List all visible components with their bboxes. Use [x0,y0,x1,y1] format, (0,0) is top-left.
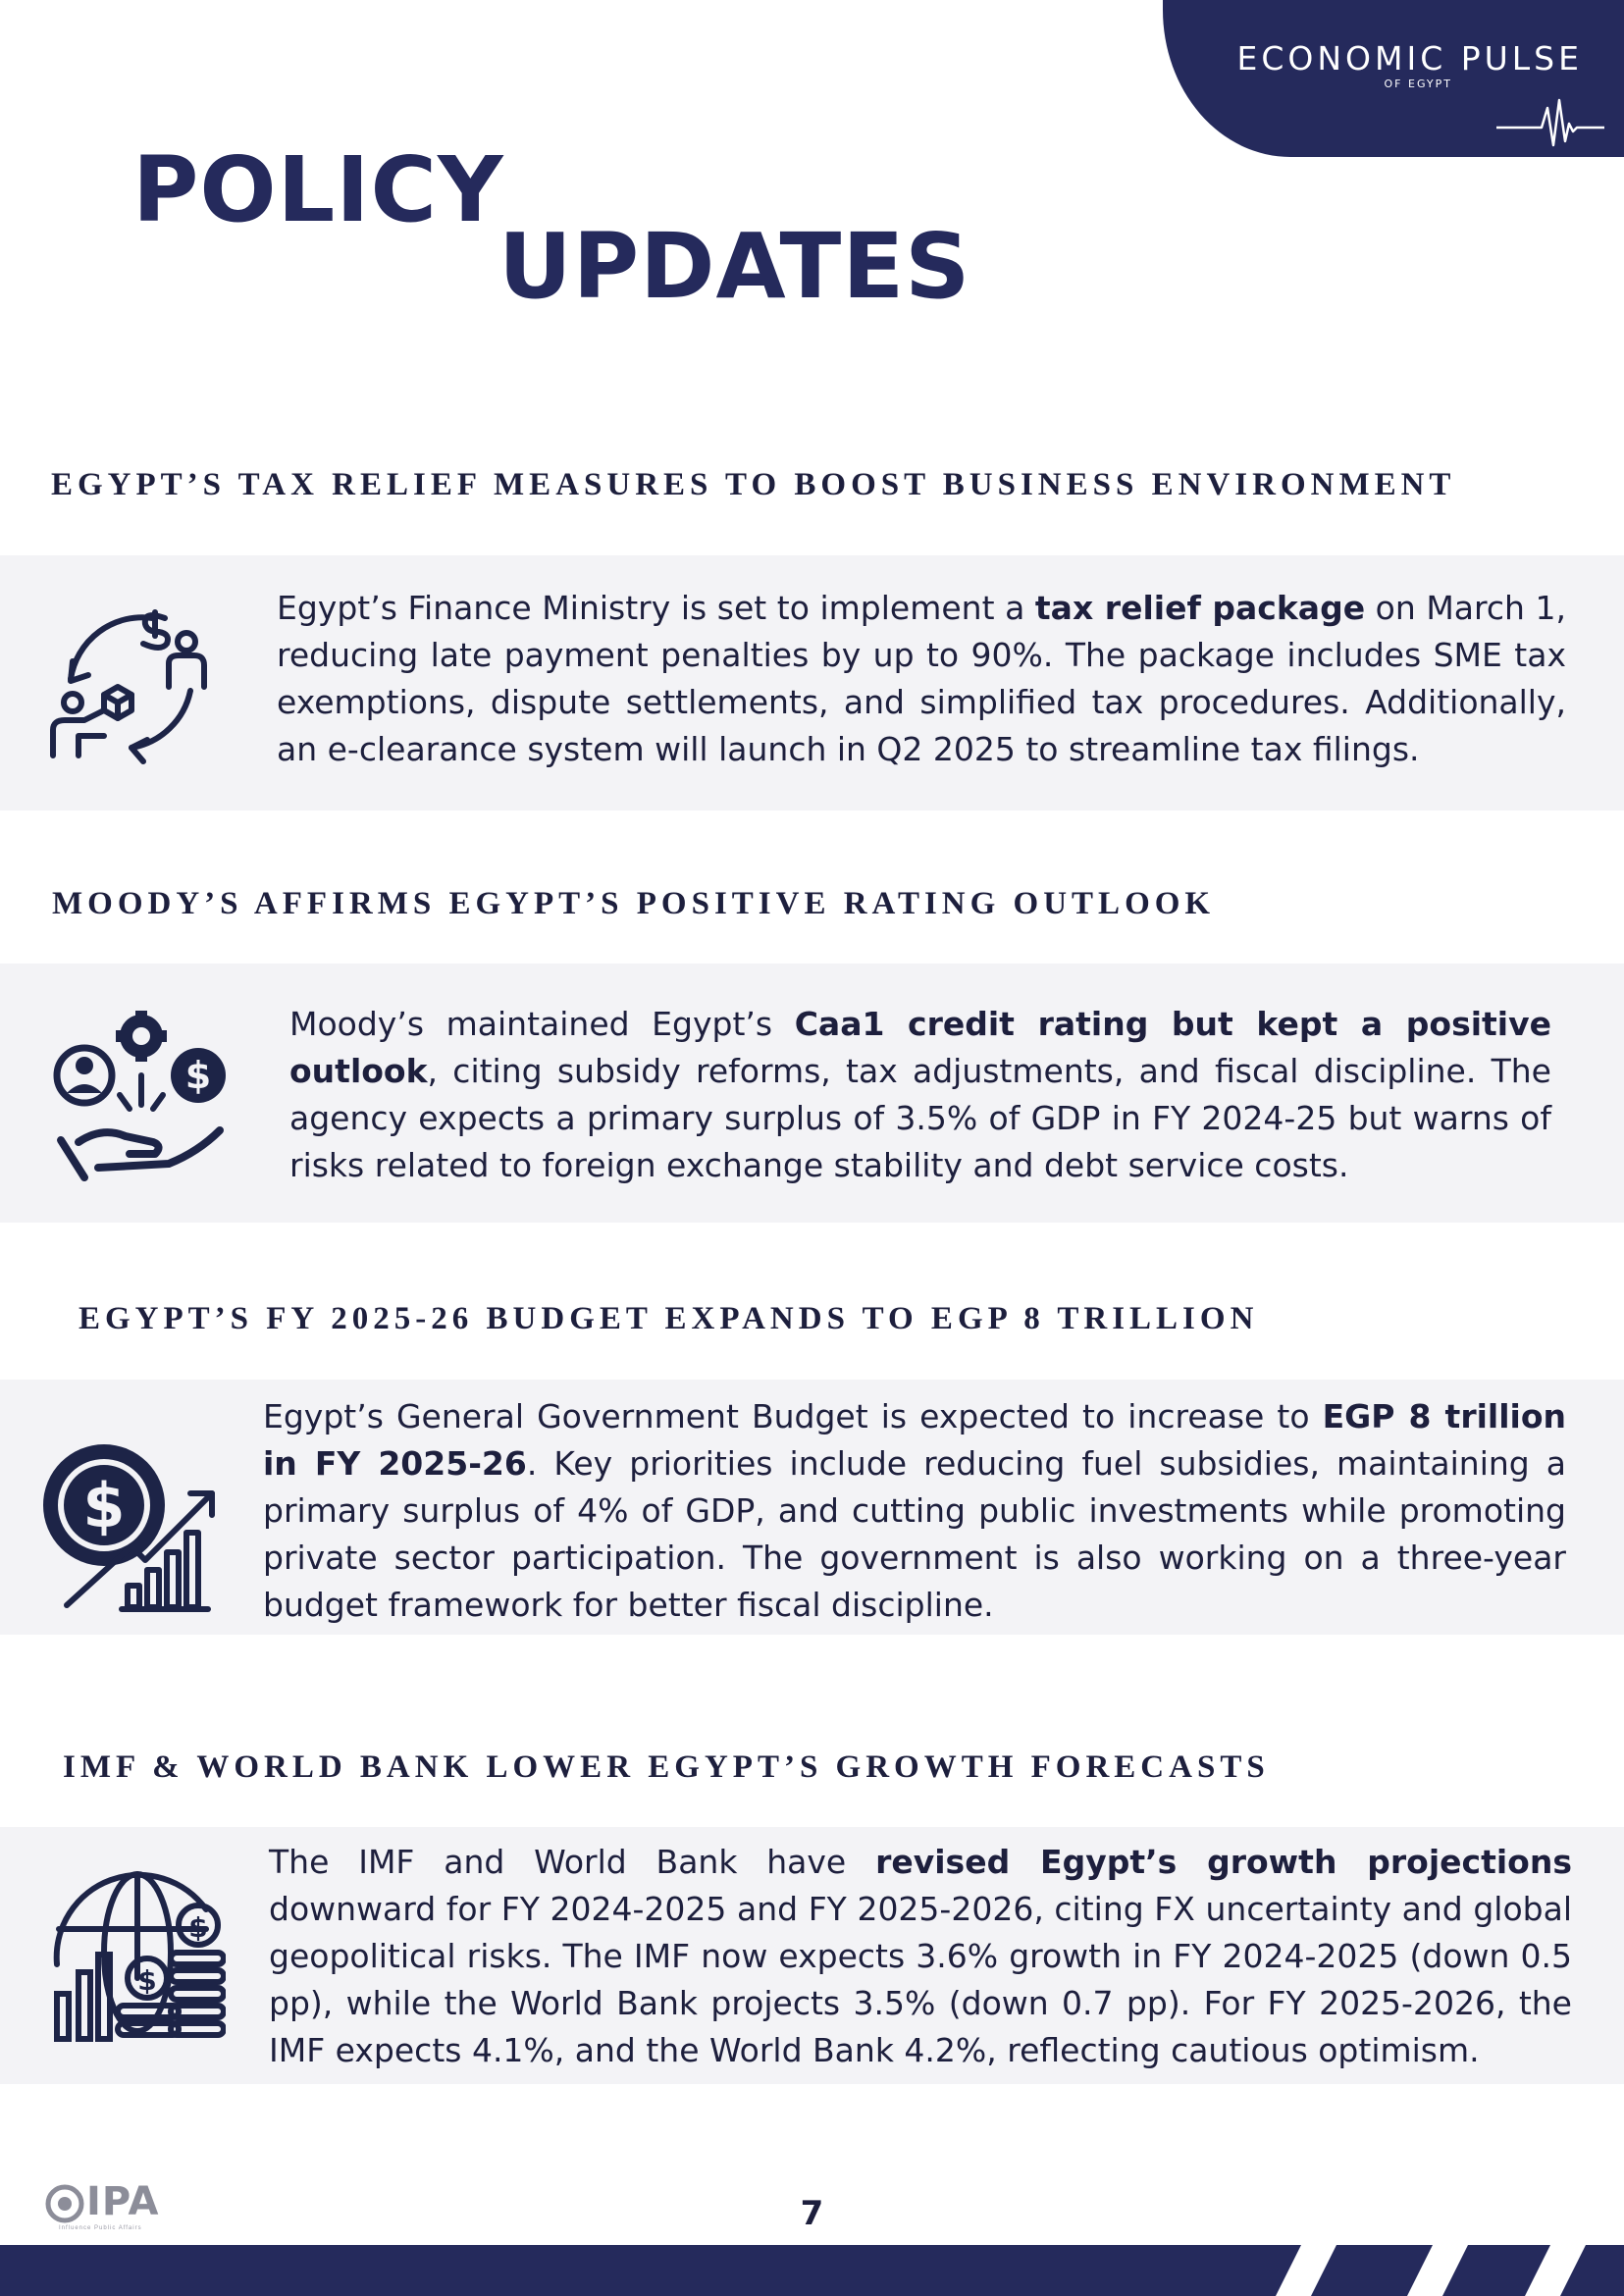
hand-finance-icon [51,1011,234,1183]
page-title-line-2: UPDATES [498,214,971,319]
svg-text:$: $ [137,1964,157,1997]
tax-exchange-icon [43,593,220,769]
ipa-logo-text: IPA [86,2179,160,2224]
footer-stripe-bar [0,2245,1624,2296]
global-finance-icon [49,1870,226,2047]
section-body-imf-world-bank: The IMF and World Bank have revised Egypt’s growth projections downward for FY 2024-2025 and FY 2025-2026, citing FX uncertainty and global geopolitical risks. The IMF now expects 3.6% growth in FY 2024-2025 (down 0.5 pp), while the World Bank projects 3.5% (down 0.7 pp). For FY 2025-2026, the IMF expects 4.1%, and the World Bank 4.2%, reflecting cautious optimism. [269,1843,1572,2069]
section-heading-moodys: MOODY’S AFFIRMS EGYPT’S POSITIVE RATING OUTLOOK [52,886,1216,921]
brand-subtitle: OF EGYPT [1384,78,1452,90]
section-body-tax-relief: Egypt’s Finance Ministry is set to implement a tax relief package on March 1, reducing late payment penalties by up to 90%. The package includes SME tax exemptions, dispute settlements, and simplified tax procedures. Additionally, an e-clearance system will launch in Q2 2025 to streamline tax filings. [277,589,1566,768]
section-body-budget: Egypt’s General Government Budget is expected to increase to EGP 8 trillion in FY 2025-26. Key priorities include reducing fuel subsidies, maintaining a primary surplus of 4% of GDP, and cutting public investments while promoting private sector participation. The government is also working on a three-year budget framework for better fiscal discipline. [263,1397,1567,1624]
svg-text:$: $ [184,1054,212,1097]
svg-text:$: $ [188,1911,208,1944]
budget-growth-icon [37,1438,220,1615]
highlight-imf-world-bank: revised Egypt’s growth projections [875,1843,1572,1881]
highlight-tax-relief: tax relief package [1034,589,1366,627]
highlight-moodys: Caa1 credit rating but kept a positive outlook [289,1005,1551,1090]
section-heading-budget: EGYPT’S FY 2025-26 BUDGET EXPANDS TO EGP 8 TRILLION [79,1301,1259,1336]
svg-text:$: $ [82,1470,126,1541]
section-heading-imf-world-bank: IMF & WORLD BANK LOWER EGYPT’S GROWTH FORECASTS [63,1749,1270,1785]
section-heading-tax-relief: EGYPT’S TAX RELIEF MEASURES TO BOOST BUSINESS ENVIRONMENT [51,467,1456,502]
page-title-line-1: POLICY [132,137,504,242]
page-number: 7 [800,2194,824,2233]
heartbeat-pulse-icon [1496,94,1604,153]
highlight-budget: EGP 8 trillion in FY 2025-26 [263,1397,1567,1483]
brand-title: ECONOMIC PULSE [1236,39,1583,78]
section-body-moodys: Moody’s maintained Egypt’s Caa1 credit rating but kept a positive outlook, citing subsidy reforms, tax adjustments, and fiscal discipline. The agency expects a primary surplus of 3.5% of GDP in FY 2024-25 but warns of risks related to foreign exchange stability and debt service costs. [289,1005,1551,1184]
ipa-logo-tagline: Influence Public Affairs [59,2225,142,2231]
